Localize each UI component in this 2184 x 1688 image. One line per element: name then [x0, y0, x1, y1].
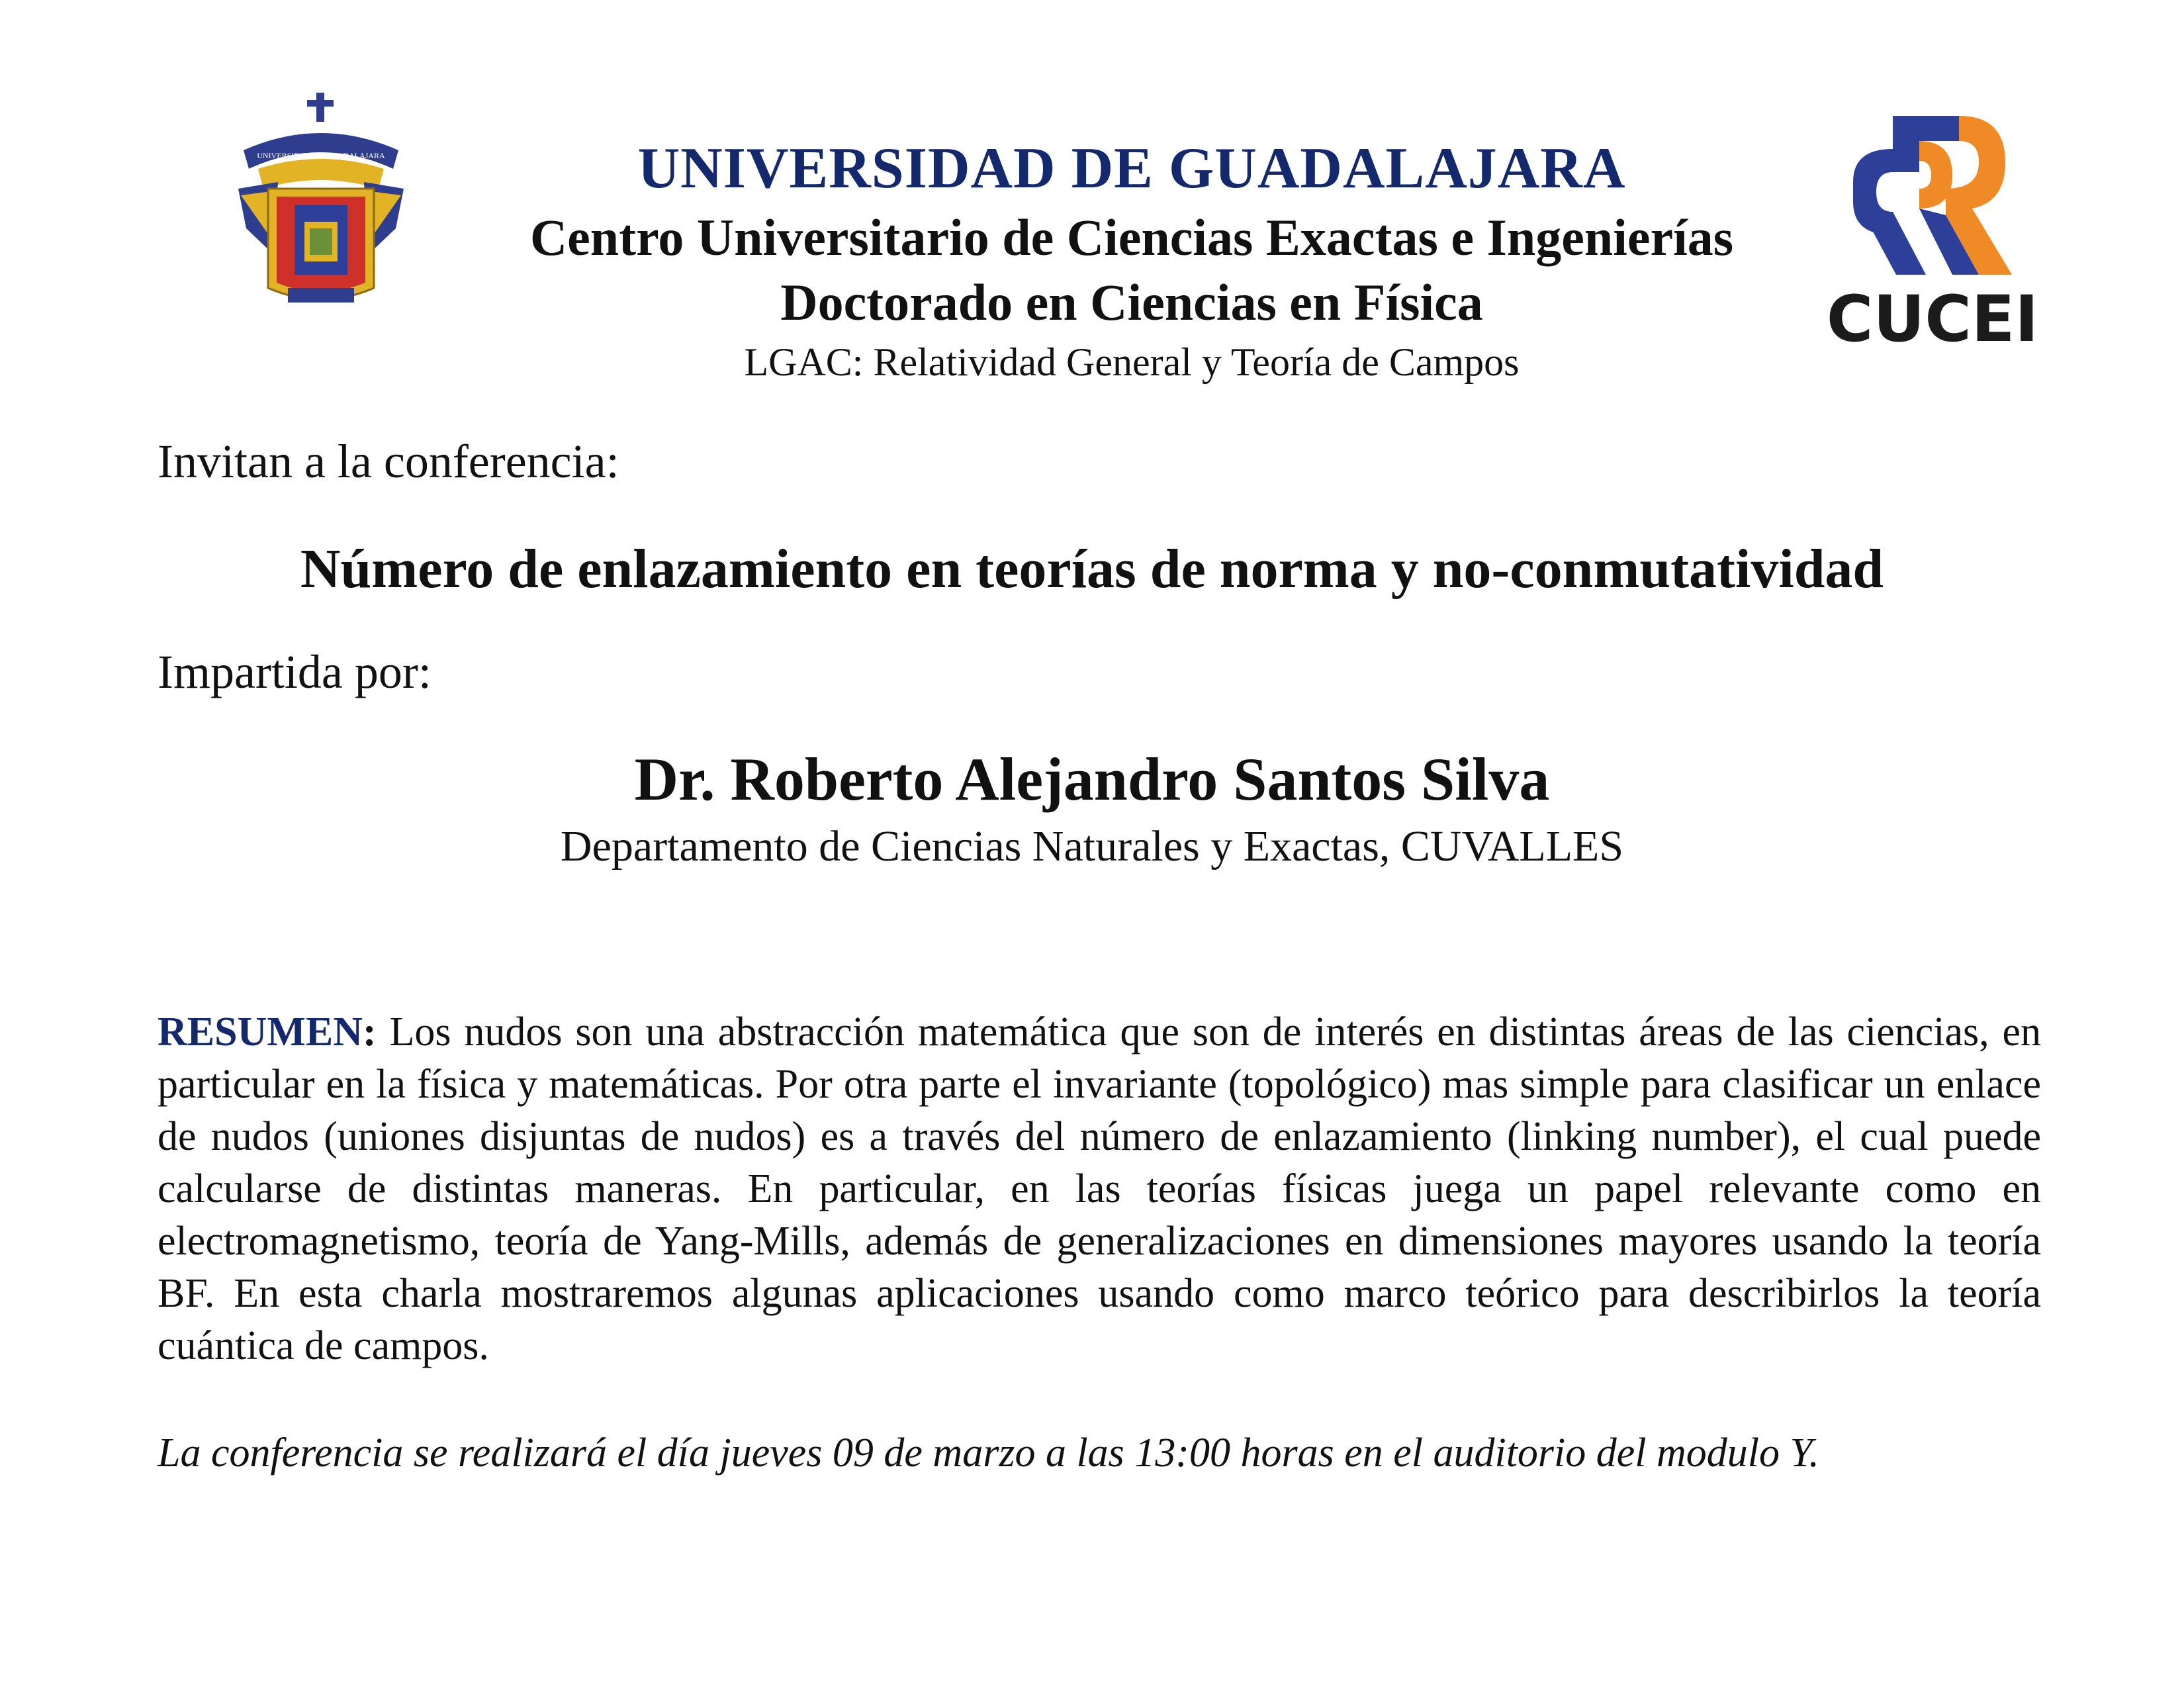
document-header	[430, 132, 1833, 389]
center-name: Centro Universitario de Ciencias Exactas e Ingenierías	[529, 209, 1734, 266]
cucei-logo-text: CUCEI	[1826, 282, 2039, 356]
speaker-name: Dr. Roberto Alejandro Santos Silva	[634, 745, 1550, 813]
event-info: La conferencia se realizará el día jueves 09 de marzo a las 13:00 horas en el auditorio del modulo Y.	[158, 1430, 1819, 1476]
university-coat-of-arms-icon	[232, 89, 410, 314]
abstract-label-colon: :	[363, 1009, 377, 1055]
program-name: Doctorado en Ciencias en Física	[780, 273, 1483, 331]
cucei-logo-icon	[1826, 109, 2039, 356]
abstract-label: RESUMEN	[158, 1009, 363, 1055]
abstract-text: Los nudos son una abstracción matemática que son de interés en distintas áreas de las ciencias, en particular en la física y matemáticas. Por otra parte el invariante (topológico) mas simple para clasificar un enlace de nudos (uniones disjuntas de nudos) es a través del número de enlazamiento (linking number), el cual puede calcularse de distintas maneras. En particular, en las teorías físicas juega un papel relevante como en electromagnetismo, teoría de Yang-Mills, además de generalizaciones en dimensiones mayores usando la teoría BF. En esta charla mostraremos algunas aplicaciones usando como marco teórico para describirlos la teoría cuántica de campos.	[158, 1009, 2041, 1368]
coat-banner-text: UNIVERSIDAD DE GUADALAJARA	[257, 151, 385, 160]
talk-title: Número de enlazamiento en teorías de norma y no-conmutatividad	[300, 538, 1884, 600]
abstract-paragraph	[158, 1006, 2041, 1372]
given-by-text: Impartida por:	[158, 645, 432, 698]
university-name: UNIVERSIDAD DE GUADALAJARA	[637, 136, 1626, 201]
lgac-line: LGAC: Relatividad General y Teoría de Campos	[744, 340, 1520, 384]
invitation-text: Invitan a la conferencia:	[158, 435, 619, 488]
speaker-department: Departamento de Ciencias Naturales y Exactas, CUVALLES	[560, 822, 1624, 870]
